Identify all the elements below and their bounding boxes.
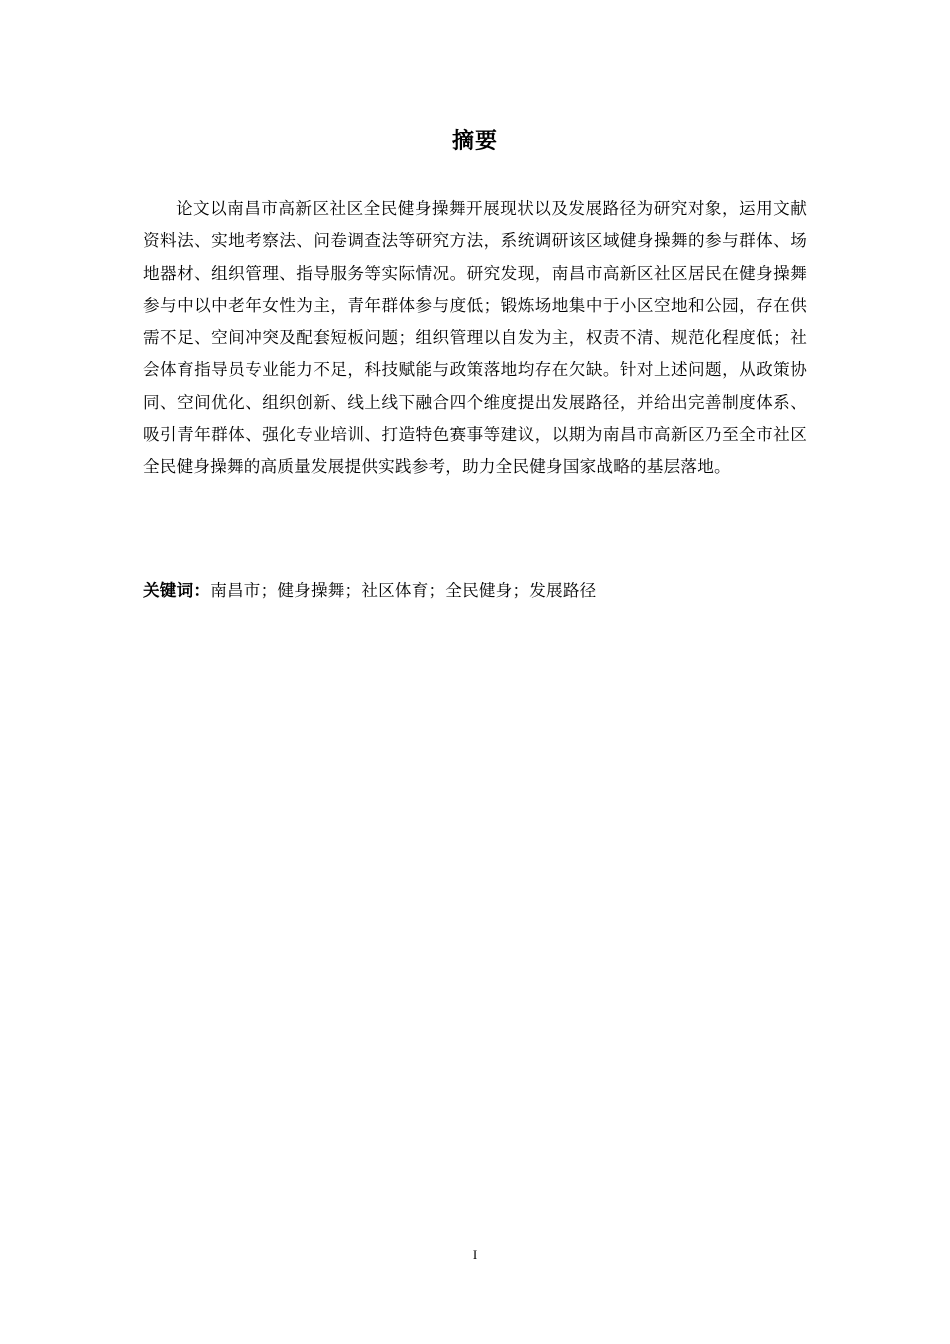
abstract-paragraph: 论文以南昌市高新区社区全民健身操舞开展现状以及发展路径为研究对象，运用文献资料法、实地考察法、问卷调查法等研究方法，系统调研该区域健身操舞的参与群体、场地器材、组织管理、指导服务等实际情况。研究发现，南昌市高新区社区居民在健身操舞参与中以中老年女性为主，青年群体参与度低；锻炼场地集中于小区空地和公园，存在供需不足、空间冲突及配套短板问题；组织管理以自发为主，权责不清、规范化程度低；社会体育指导员专业能力不足，科技赋能与政策落地均存在欠缺。针对上述问题，从政策协同、空间优化、组织创新、线上线下融合四个维度提出发展路径，并给出完善制度体系、吸引青年群体、强化专业培训、打造特色赛事等建议，以期为南昌市高新区乃至全市社区全民健身操舞的高质量发展提供实践参考，助力全民健身国家战略的基层落地。: [143, 199, 807, 477]
keywords-label: 关键词：: [143, 581, 211, 600]
keywords-text: 南昌市；健身操舞；社区体育；全民健身；发展路径: [210, 581, 597, 600]
page-number: I: [472, 1247, 478, 1262]
page-title: 摘要: [451, 129, 498, 154]
keywords-line: [143, 575, 807, 607]
